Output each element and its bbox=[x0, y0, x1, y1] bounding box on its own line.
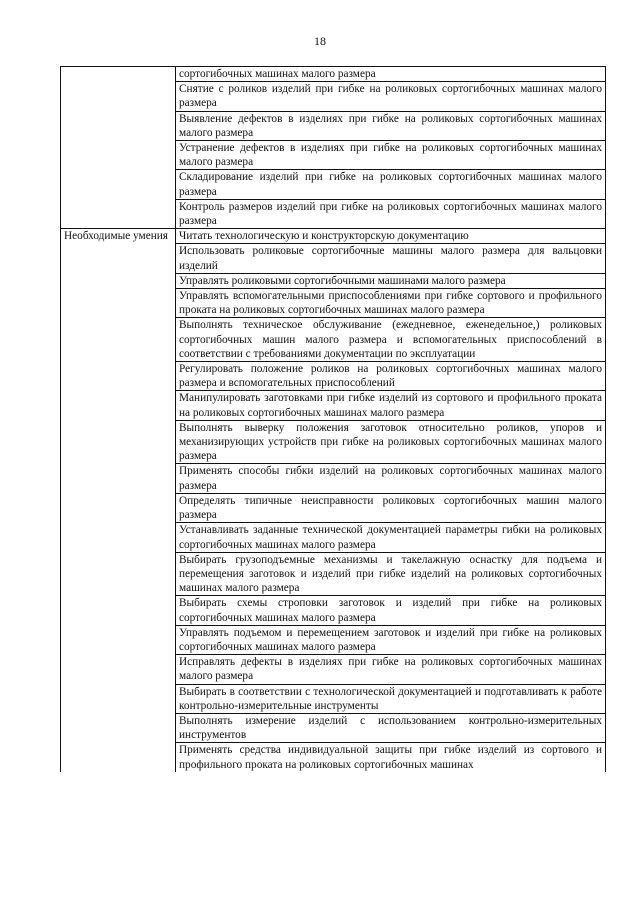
table-cell: Управлять вспомогательными приспособлениями при гибке сортового и профильного проката на роликовых сортогибочных машинах малого размера bbox=[176, 289, 606, 318]
empty-label-cell bbox=[61, 67, 176, 229]
table-cell: Складирование изделий при гибке на роликовых сортогибочных машинах малого размера bbox=[176, 170, 606, 199]
table-cell: Применять способы гибки изделий на роликовых сортогибочных машинах малого размера bbox=[176, 464, 606, 493]
table-row bbox=[61, 229, 606, 244]
table-cell: Управлять роликовыми сортогибочными машинами малого размера bbox=[176, 273, 606, 288]
table-cell: Выполнять выверку положения заготовок относительно роликов, упоров и механизирующих устройств при гибке на роликовых сортогибочных машинах малого размера bbox=[176, 420, 606, 464]
table-row bbox=[61, 67, 606, 82]
table-cell: Регулировать положение роликов на роликовых сортогибочных машинах малого размера и вспомогательных приспособлений bbox=[176, 362, 606, 391]
table-cell: Управлять подъемом и перемещением заготовок и изделий при гибке на роликовых сортогибочных машинах малого размера bbox=[176, 625, 606, 654]
table-cell: Манипулировать заготовками при гибке изделий из сортового и профильного проката на роликовых сортогибочных машинах малого размера bbox=[176, 391, 606, 420]
table-cell: Читать технологическую и конструкторскую документацию bbox=[176, 229, 606, 244]
table-cell: Исправлять дефекты в изделиях при гибке на роликовых сортогибочных машинах малого размера bbox=[176, 655, 606, 684]
table-cell: Выбирать схемы строповки заготовок и изделий при гибке на роликовых сортогибочных машинах малого размера bbox=[176, 596, 606, 625]
table-cell: Выбирать в соответствии с технологической документацией и подготавливать к работе контрольно-измерительные инструменты bbox=[176, 684, 606, 713]
table-cell: Применять средства индивидуальной защиты при гибке изделий из сортового и профильного проката на роликовых сортогибочных машинах bbox=[176, 743, 606, 772]
table-cell: Снятие с роликов изделий при гибке на роликовых сортогибочных машинах малого размера bbox=[176, 82, 606, 111]
table-cell: Использовать роликовые сортогибочные машины малого размера для вальцовки изделий bbox=[176, 244, 606, 273]
table-cell: Определять типичные неисправности роликовых сортогибочных машин малого размера bbox=[176, 493, 606, 522]
table-cell: сортогибочных машинах малого размера bbox=[176, 67, 606, 82]
table-cell: Устанавливать заданные технической документацией параметры гибки на роликовых сортогибочных машинах малого размера bbox=[176, 523, 606, 552]
table-cell: Устранение дефектов в изделиях при гибке на роликовых сортогибочных машинах малого размера bbox=[176, 141, 606, 170]
section-label: Необходимые умения bbox=[61, 229, 176, 772]
table-cell: Контроль размеров изделий при гибке на роликовых сортогибочных машинах малого размера bbox=[176, 199, 606, 228]
requirements-table bbox=[60, 66, 606, 772]
page-number: 18 bbox=[314, 34, 326, 48]
table-cell: Выявление дефектов в изделиях при гибке на роликовых сортогибочных машинах малого размера bbox=[176, 111, 606, 140]
table-cell: Выполнять техническое обслуживание (ежедневное, еженедельное,) роликовых сортогибочных машин малого размера и вспомогательных приспособлений в соответствии с требованиями документации по эксплуатации bbox=[176, 318, 606, 362]
table-cell: Выбирать грузоподъемные механизмы и такелажную оснастку для подъема и перемещения заготовок и изделий при гибке изделий на роликовых сортогибочных машинах малого размера bbox=[176, 552, 606, 596]
table-cell: Выполнять измерение изделий с использованием контрольно-измерительных инструментов bbox=[176, 713, 606, 742]
